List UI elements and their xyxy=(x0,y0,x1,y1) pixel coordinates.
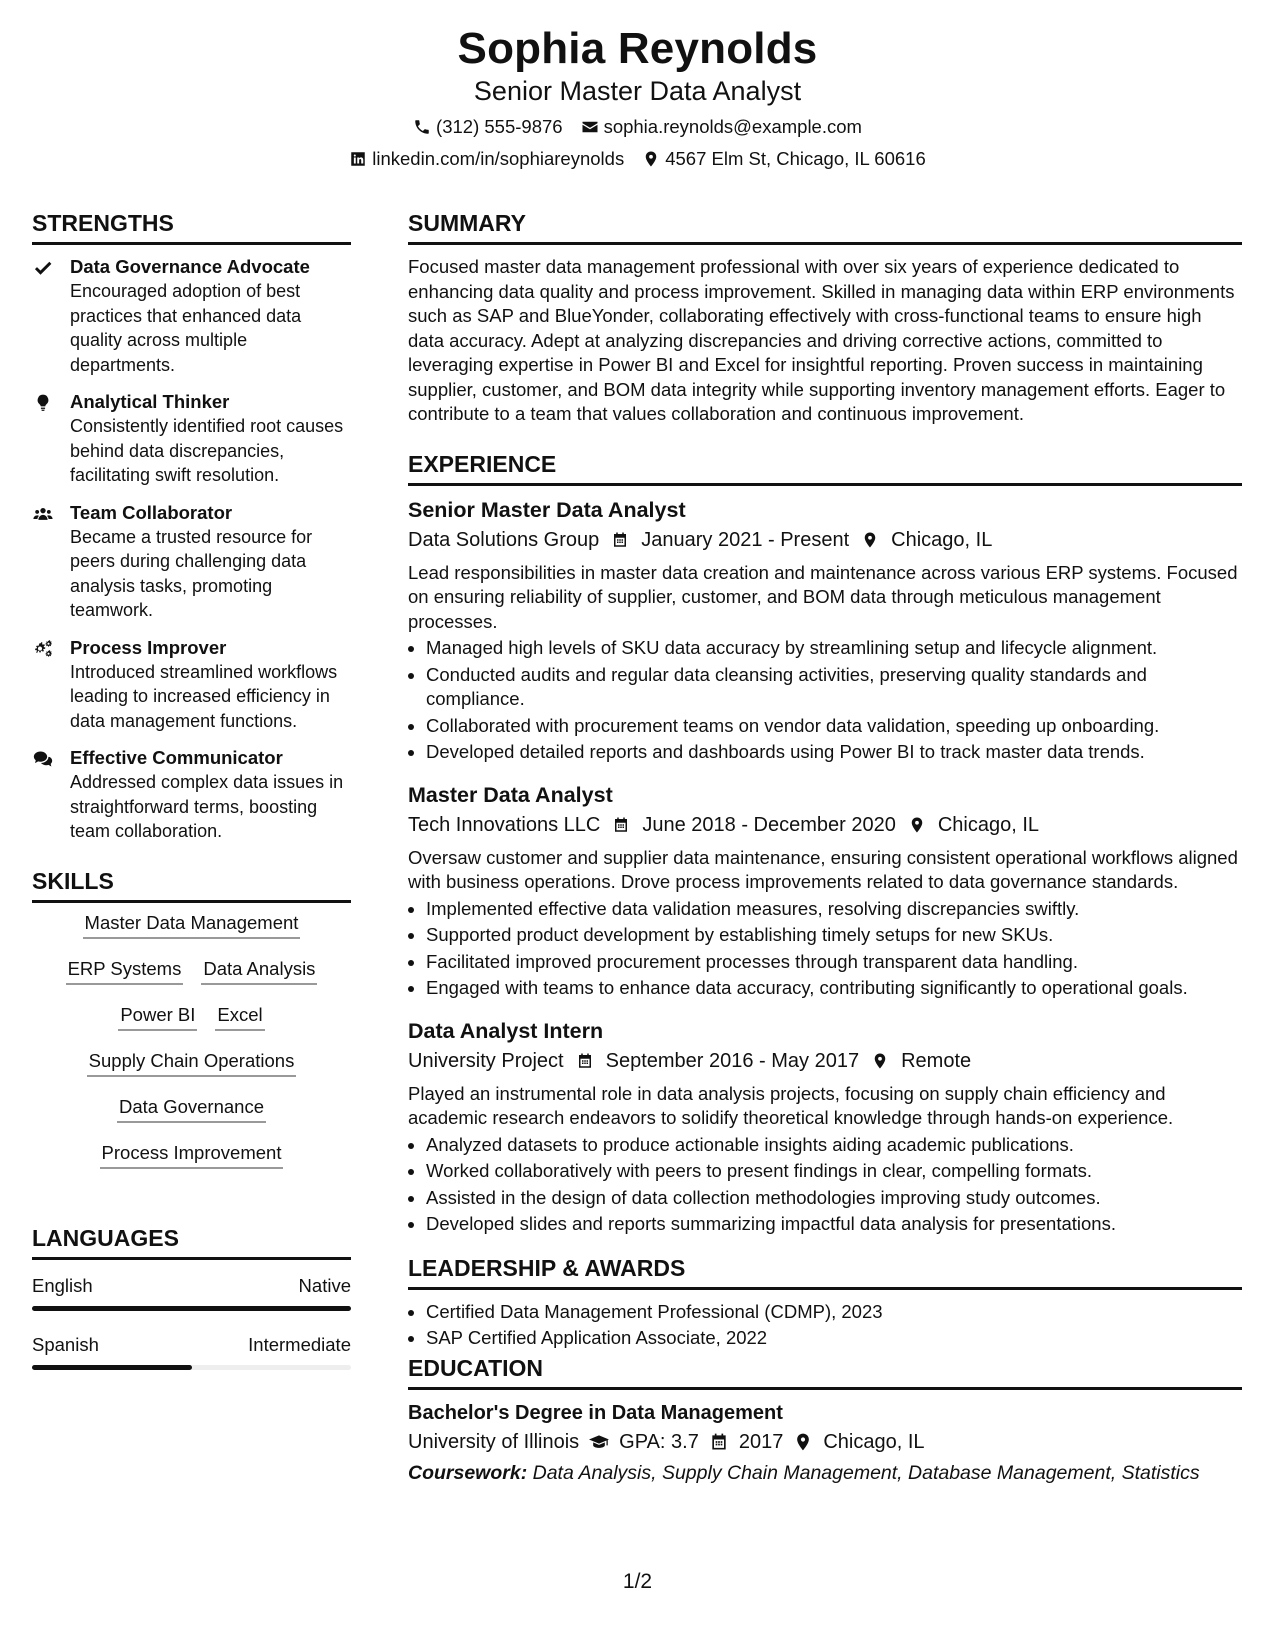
gpa-text: GPA: 3.7 xyxy=(619,1430,699,1453)
email-text: sophia.reynolds@example.com xyxy=(603,116,862,137)
job-bullet: • Assisted in the design of data collection methodologies improving study outcomes. xyxy=(426,1186,1242,1211)
job-bullet: • Implemented effective data validation measures, resolving discrepancies swiftly. xyxy=(426,897,1242,922)
education-title: EDUCATION xyxy=(408,1353,1242,1390)
left-column xyxy=(32,208,351,1370)
phone-icon xyxy=(413,118,431,136)
strength-item xyxy=(32,746,351,844)
job-bullet: • Developed slides and reports summarizing impactful data analysis for presentations. xyxy=(426,1212,1242,1237)
calendar-icon xyxy=(611,530,629,550)
skill-tag: ERP Systems xyxy=(66,957,184,985)
job-location: Chicago, IL xyxy=(891,528,993,551)
degree-title: Bachelor's Degree in Data Management xyxy=(408,1401,783,1424)
job-bullet: • Managed high levels of SKU data accuracy by streamlining setup and lifecycle alignment. xyxy=(426,636,1242,661)
job-dates: January 2021 - Present xyxy=(641,528,850,551)
contact-row-2 xyxy=(0,147,1275,171)
graduation-year: 2017 xyxy=(738,1430,784,1453)
language-bar xyxy=(32,1306,351,1311)
language-level: Intermediate xyxy=(248,1333,351,1355)
phone-text: (312) 555-9876 xyxy=(436,116,563,137)
calendar-icon xyxy=(612,815,630,835)
strength-item xyxy=(32,255,351,377)
education-meta xyxy=(408,1428,1242,1456)
language-bar xyxy=(32,1365,351,1370)
strengths-title: STRENGTHS xyxy=(32,208,351,245)
strength-desc: Consistently identified root causes behind data discrepancies, facilitating swift resolution. xyxy=(70,416,344,485)
skill-tag: Master Data Management xyxy=(83,911,301,939)
contact-linkedin[interactable] xyxy=(349,147,624,171)
job-bullets xyxy=(408,636,1242,765)
job-bullet: • Facilitated improved procurement processes through transparent data handling. xyxy=(426,950,1242,975)
summary-text: Focused master data management professional with over six years of experience dedicated to enhancing data quality and process improvement. Skilled in managing data within ERP environments such as SAP and BlueYonder, collaborating effectively with cross-functional teams to ensure high data accuracy. Adept at analyzing discrepancies and driving corrective actions, committed to leveraging expertise in Power BI and Excel for insightful reporting. Proven success in maintaining supplier, customer, and BOM data integrity while supporting inventory management efforts. Eager to contribute to a team that values collaboration and continuous improvement. xyxy=(408,256,1235,424)
resume-header xyxy=(0,22,1275,171)
job-bullet: • Supported product development by establishing timely setups for new SKUs. xyxy=(426,923,1242,948)
strength-title: Analytical Thinker xyxy=(70,391,230,412)
award-item: • Certified Data Management Professional (CDMP), 2023 xyxy=(426,1300,1242,1325)
strength-item xyxy=(32,390,351,488)
job-description: Played an instrumental role in data analysis projects, focusing on supply chain efficiency and academic research endeavors to solidify theoretical knowledge through hands-on experience. xyxy=(408,1082,1174,1128)
map-pin-icon xyxy=(908,815,926,835)
skills-list xyxy=(32,911,351,1187)
map-pin-icon xyxy=(642,150,660,168)
language-item xyxy=(32,1274,351,1311)
calendar-icon xyxy=(709,1432,729,1452)
experience-title: EXPERIENCE xyxy=(408,449,1242,486)
languages-title: LANGUAGES xyxy=(32,1223,351,1260)
candidate-role: Senior Master Data Analyst xyxy=(473,76,802,106)
skill-tag: Data Governance xyxy=(117,1095,266,1123)
comments-icon xyxy=(32,749,54,769)
job-bullet: • Collaborated with procurement teams on vendor data validation, speeding up onboarding. xyxy=(426,714,1242,739)
cogs-icon xyxy=(32,639,54,659)
job-entry xyxy=(408,1017,1242,1237)
calendar-icon xyxy=(576,1051,594,1071)
award-item: • SAP Certified Application Associate, 2022 xyxy=(426,1326,1242,1351)
language-bar-fill xyxy=(32,1306,351,1311)
skill-tag: Power BI xyxy=(118,1003,197,1031)
job-location: Chicago, IL xyxy=(937,813,1040,836)
skill-tag: Process Improvement xyxy=(100,1141,284,1169)
map-pin-icon xyxy=(793,1432,813,1452)
job-dates: September 2016 - May 2017 xyxy=(605,1049,860,1072)
skill-tag: Excel xyxy=(215,1003,264,1031)
address-text: 4567 Elm St, Chicago, IL 60616 xyxy=(665,148,926,169)
experience-list xyxy=(408,496,1242,1237)
coursework-text: Data Analysis, Supply Chain Management, Database Management, Statistics xyxy=(532,1461,1200,1484)
job-title: Master Data Analyst xyxy=(408,782,613,807)
strength-item xyxy=(32,501,351,623)
job-bullet: • Conducted audits and regular data cleansing activities, preserving quality standards and compliance. xyxy=(426,663,1242,712)
job-dates: June 2018 - December 2020 xyxy=(642,813,896,836)
lightbulb-icon xyxy=(32,393,54,413)
job-bullet: • Developed detailed reports and dashboards using Power BI to track master data trends. xyxy=(426,740,1242,765)
job-entry xyxy=(408,781,1242,1001)
job-bullets xyxy=(408,1133,1242,1237)
skills-title: SKILLS xyxy=(32,866,351,903)
job-meta xyxy=(408,526,1242,554)
language-name: Spanish xyxy=(32,1333,99,1355)
job-bullet: • Engaged with teams to enhance data accuracy, contributing significantly to operational goals. xyxy=(426,976,1242,1001)
graduation-cap-icon xyxy=(589,1432,609,1452)
strength-title: Team Collaborator xyxy=(70,501,233,523)
coursework-label: Coursework: xyxy=(408,1461,528,1484)
strength-desc: Encouraged adoption of best practices that enhanced data quality across multiple departments. xyxy=(70,281,302,375)
summary-title: SUMMARY xyxy=(408,208,1242,245)
job-description: Lead responsibilities in master data creation and maintenance across various ERP systems. Focused on ensuring reliability of supplier, customer, and BOM data through meticulous management processes. xyxy=(408,561,1238,632)
company-name: Tech Innovations LLC xyxy=(408,813,601,836)
job-title: Senior Master Data Analyst xyxy=(408,497,686,522)
strength-desc: Introduced streamlined workflows leading to increased efficiency in data management functions. xyxy=(70,661,338,731)
job-description: Oversaw customer and supplier data maintenance, ensuring consistent operational workflows aligned with business operations. Drove process improvements related to data governance standards. xyxy=(408,846,1238,892)
language-bar-fill xyxy=(32,1365,192,1370)
candidate-name: Sophia Reynolds xyxy=(457,24,818,73)
skill-tag: Data Analysis xyxy=(201,957,317,985)
skill-tag: Supply Chain Operations xyxy=(87,1049,297,1077)
coursework xyxy=(408,1459,1242,1487)
language-name: English xyxy=(32,1274,93,1296)
linkedin-text: linkedin.com/in/sophiareynolds xyxy=(372,148,625,169)
job-bullet: • Worked collaboratively with peers to present findings in clear, compelling formats. xyxy=(426,1159,1242,1184)
envelope-icon xyxy=(581,118,599,136)
job-meta xyxy=(408,1047,1242,1075)
education-location: Chicago, IL xyxy=(823,1430,925,1453)
strength-desc: Addressed complex data issues in straightforward terms, boosting team collaboration. xyxy=(70,772,344,841)
job-entry xyxy=(408,496,1242,765)
job-bullet: • Analyzed datasets to produce actionable insights aiding academic publications. xyxy=(426,1133,1242,1158)
page-number: 1/2 xyxy=(622,1570,653,1593)
users-icon xyxy=(32,504,54,524)
contact-phone[interactable] xyxy=(413,115,563,139)
contact-email[interactable] xyxy=(581,115,862,139)
map-pin-icon xyxy=(871,1051,889,1071)
checkmark-icon xyxy=(32,258,54,278)
awards-title: LEADERSHIP & AWARDS xyxy=(408,1253,1242,1290)
job-location: Remote xyxy=(901,1049,972,1072)
strength-title: Data Governance Advocate xyxy=(70,256,310,277)
language-item xyxy=(32,1333,351,1370)
strength-item xyxy=(32,636,351,734)
strength-title: Effective Communicator xyxy=(70,747,283,768)
map-pin-icon xyxy=(861,530,879,550)
contact-row-1 xyxy=(0,115,1275,139)
job-bullets xyxy=(408,897,1242,1001)
job-meta xyxy=(408,811,1242,839)
awards-list xyxy=(408,1300,1242,1351)
company-name: University Project xyxy=(408,1049,564,1072)
school-name: University of Illinois xyxy=(408,1430,580,1453)
job-title: Data Analyst Intern xyxy=(408,1018,604,1043)
linkedin-icon xyxy=(349,150,367,168)
right-column xyxy=(408,208,1242,1487)
contact-address xyxy=(642,147,926,171)
strength-desc: Became a trusted resource for peers during challenging data analysis tasks, promoting teamwork. xyxy=(70,526,313,620)
language-level: Native xyxy=(298,1274,351,1296)
company-name: Data Solutions Group xyxy=(408,528,600,551)
strength-title: Process Improver xyxy=(70,636,227,658)
